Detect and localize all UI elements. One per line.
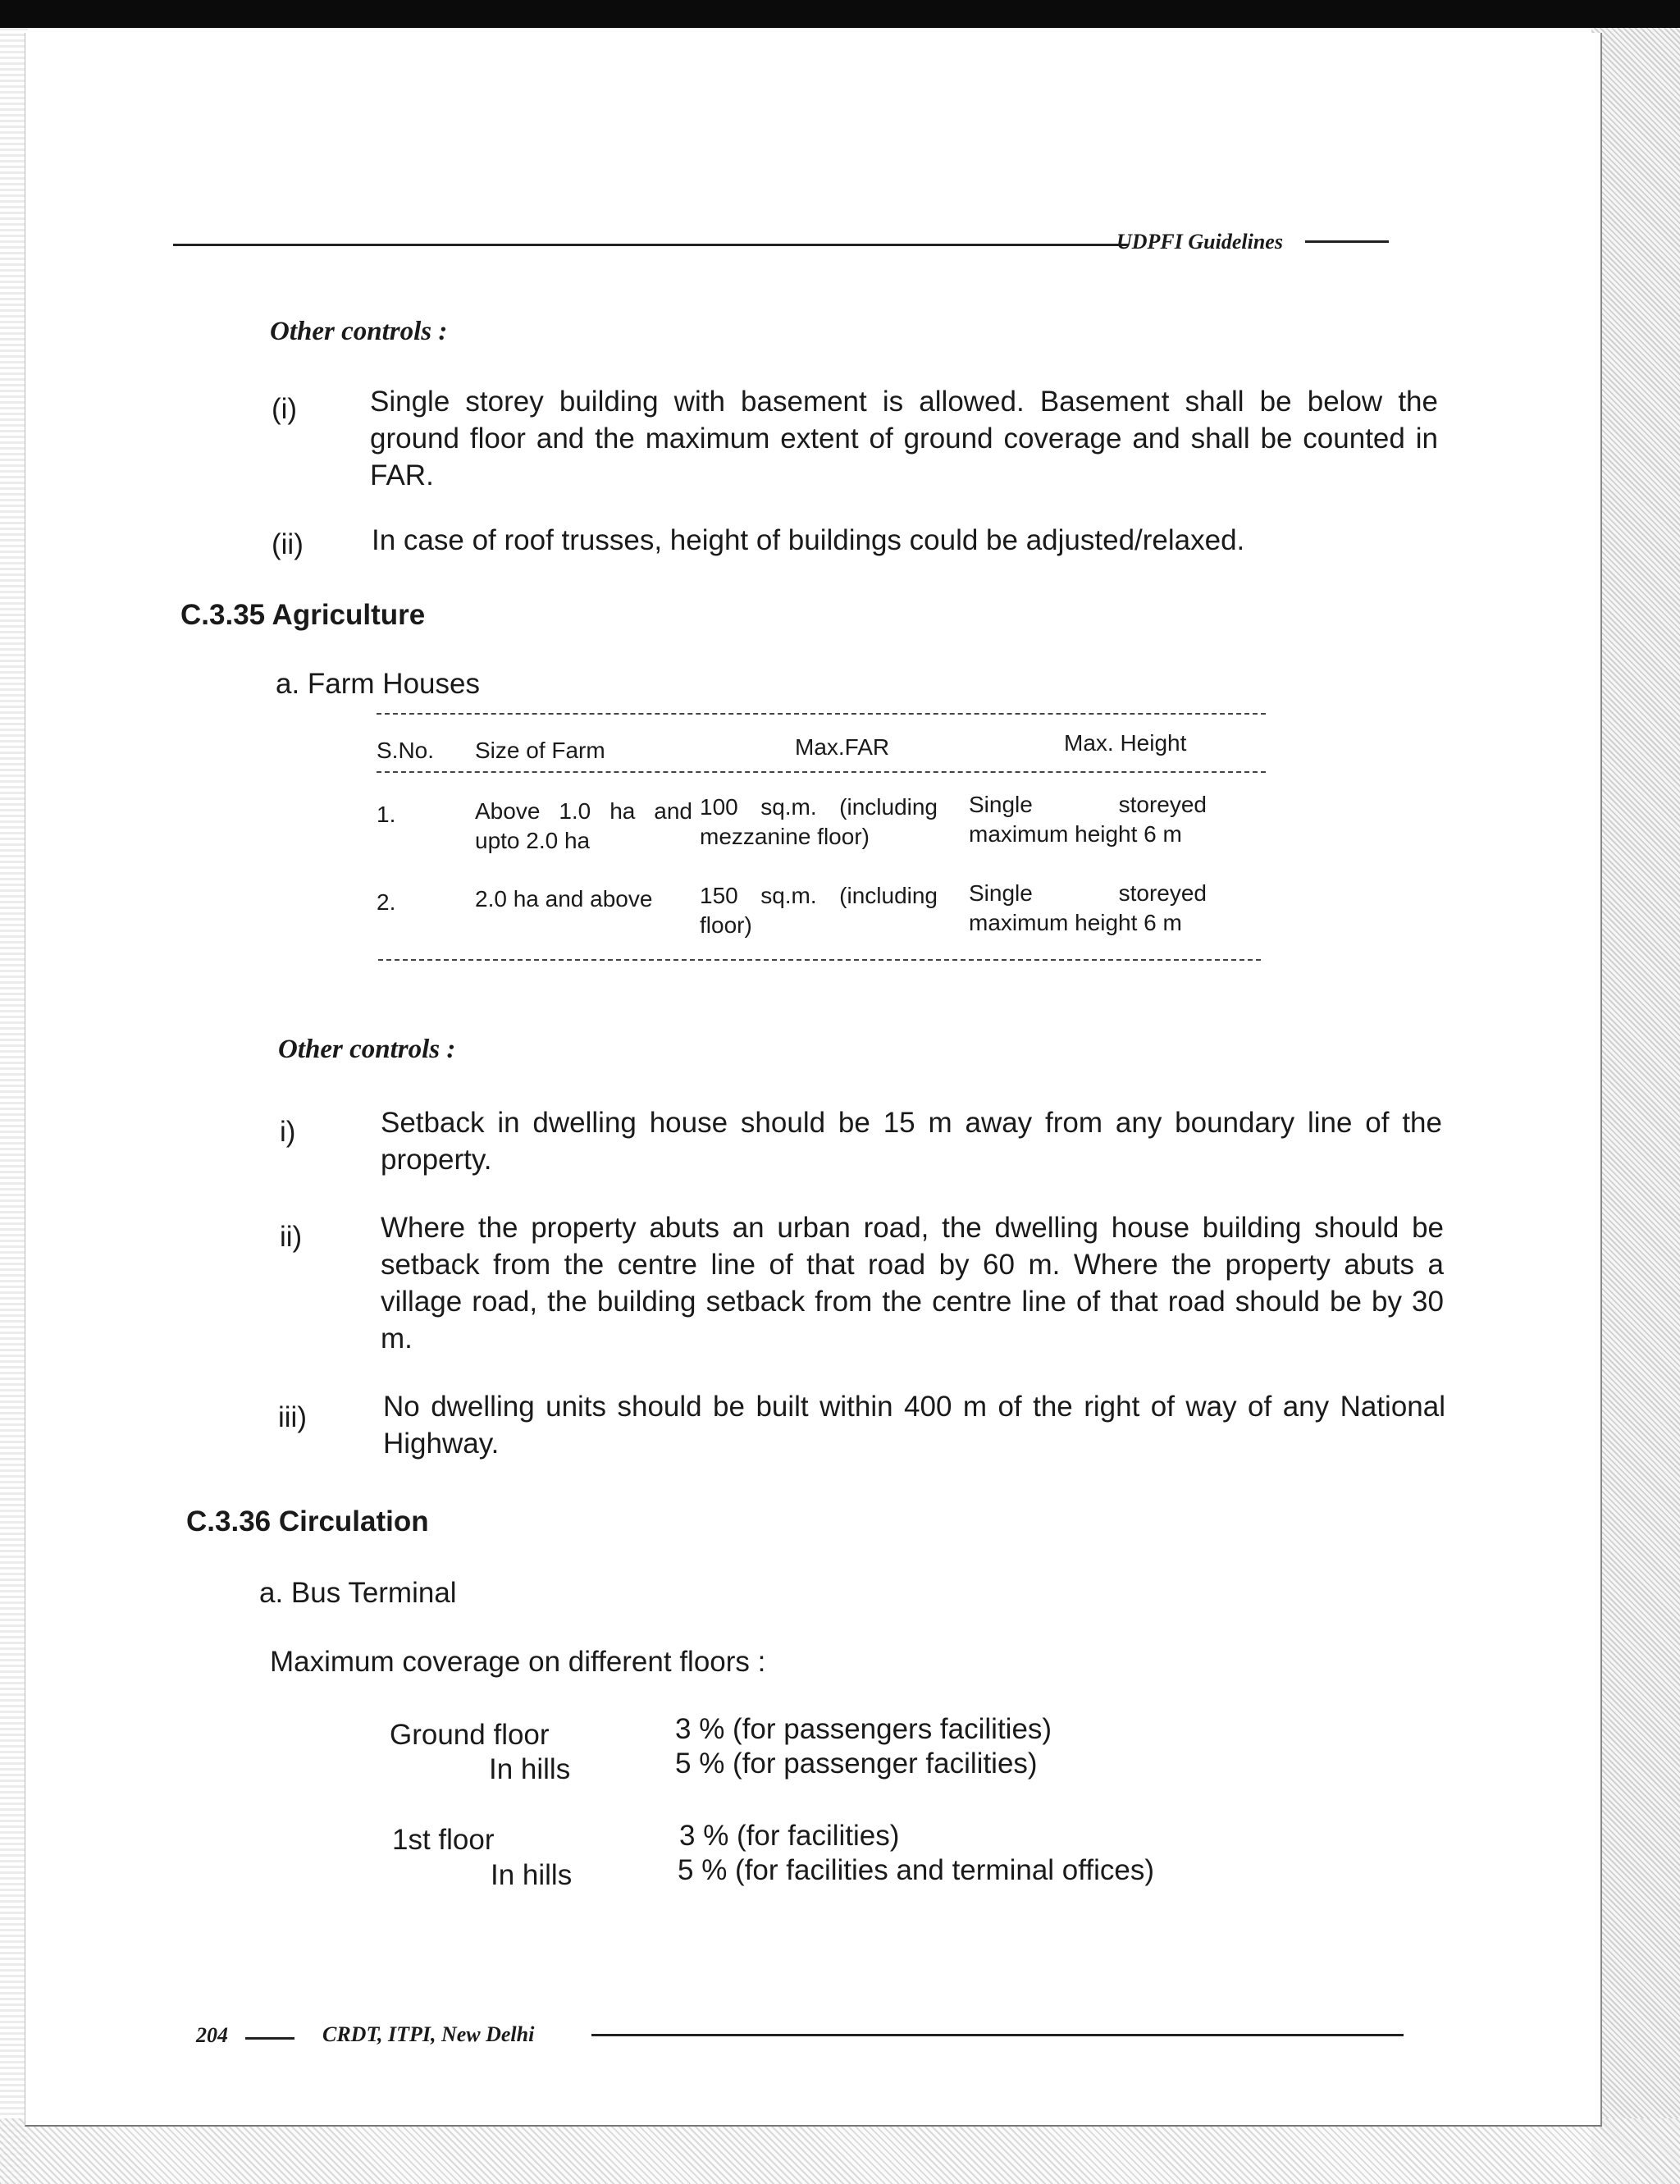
coverage-label: In hills — [491, 1859, 573, 1891]
table-header-height: Max. Height — [1064, 730, 1187, 756]
coverage-label: 1st floor — [392, 1824, 495, 1856]
list-marker: i) — [280, 1116, 296, 1148]
table-bottom-rule — [378, 959, 1261, 961]
subsection-heading: a. Bus Terminal — [259, 1577, 457, 1609]
footer-rule-left — [245, 2037, 294, 2040]
table-header-size: Size of Farm — [475, 738, 605, 763]
table-top-rule — [377, 713, 1266, 715]
list-marker: ii) — [280, 1221, 303, 1253]
list-item-text: Where the property abuts an urban road, the dwelling house building should be setback from the centre line of that road by 60 m. Where the property abuts a village road, the building setback from the centre line of that road should be by 30 m. — [381, 1212, 1444, 1355]
coverage-label: Ground floor — [390, 1719, 550, 1751]
list-item-text: In case of roof trusses, height of buildings could be adjusted/relaxed. — [372, 524, 1245, 556]
list-item-text: Setback in dwelling house should be 15 m away from any boundary line of the property. — [381, 1107, 1442, 1176]
coverage-label: In hills — [489, 1753, 571, 1785]
header-rule-right — [1305, 240, 1389, 243]
table-header-far: Max.FAR — [795, 734, 890, 760]
table-cell-height: Single storeyed maximum height 6 m — [969, 792, 1207, 847]
document-page — [25, 33, 1602, 2127]
table-cell-size: 2.0 ha and above — [475, 886, 653, 912]
running-header-title: UDPFI Guidelines — [1116, 230, 1283, 254]
list-marker: iii) — [278, 1401, 307, 1433]
table-header-rule — [377, 771, 1266, 773]
footer-rule-right — [591, 2034, 1404, 2036]
list-item-text: No dwelling units should be built within 400 m of the right of way of any National Highway. — [383, 1391, 1445, 1460]
subsection-heading: a. Farm Houses — [276, 668, 480, 700]
table-cell-height: Single storeyed maximum height 6 m — [969, 880, 1207, 935]
table-header-sno: S.No. — [377, 738, 435, 763]
section-heading: C.3.35 Agriculture — [180, 599, 426, 631]
coverage-intro: Maximum coverage on different floors : — [270, 1646, 766, 1678]
section-heading: C.3.36 Circulation — [186, 1505, 429, 1537]
table-cell-sno: 1. — [377, 802, 396, 827]
list-item-text: Single storey building with basement is allowed. Basement shall be below the ground floor and the maximum extent of ground coverage and shall be counted in FAR. — [370, 386, 1438, 491]
table-cell-far: 100 sq.m. (including mezzanine floor) — [700, 794, 938, 849]
table-cell-size: Above 1.0 ha and upto 2.0 ha — [475, 798, 692, 853]
table-cell-sno: 2. — [377, 889, 396, 915]
scan-top-border — [0, 0, 1680, 28]
coverage-value: 3 % (for passengers facilities) — [675, 1713, 1052, 1745]
coverage-value: 5 % (for passenger facilities) — [675, 1748, 1038, 1780]
scan-right-edge — [1591, 28, 1680, 2184]
footer-source: CRDT, ITPI, New Delhi — [322, 2022, 535, 2046]
coverage-value: 3 % (for facilities) — [679, 1820, 900, 1852]
list-marker: (i) — [272, 393, 298, 425]
header-rule-left — [173, 244, 1129, 246]
table-cell-far: 150 sq.m. (including floor) — [700, 883, 938, 938]
page-number: 204 — [196, 2023, 228, 2047]
other-controls-heading: Other controls : — [278, 1035, 456, 1064]
scan-bottom-edge — [0, 2118, 1680, 2184]
coverage-value: 5 % (for facilities and terminal offices) — [678, 1854, 1154, 1886]
list-marker: (ii) — [272, 528, 304, 560]
other-controls-heading: Other controls : — [270, 317, 448, 346]
scan-left-edge — [0, 28, 28, 2184]
